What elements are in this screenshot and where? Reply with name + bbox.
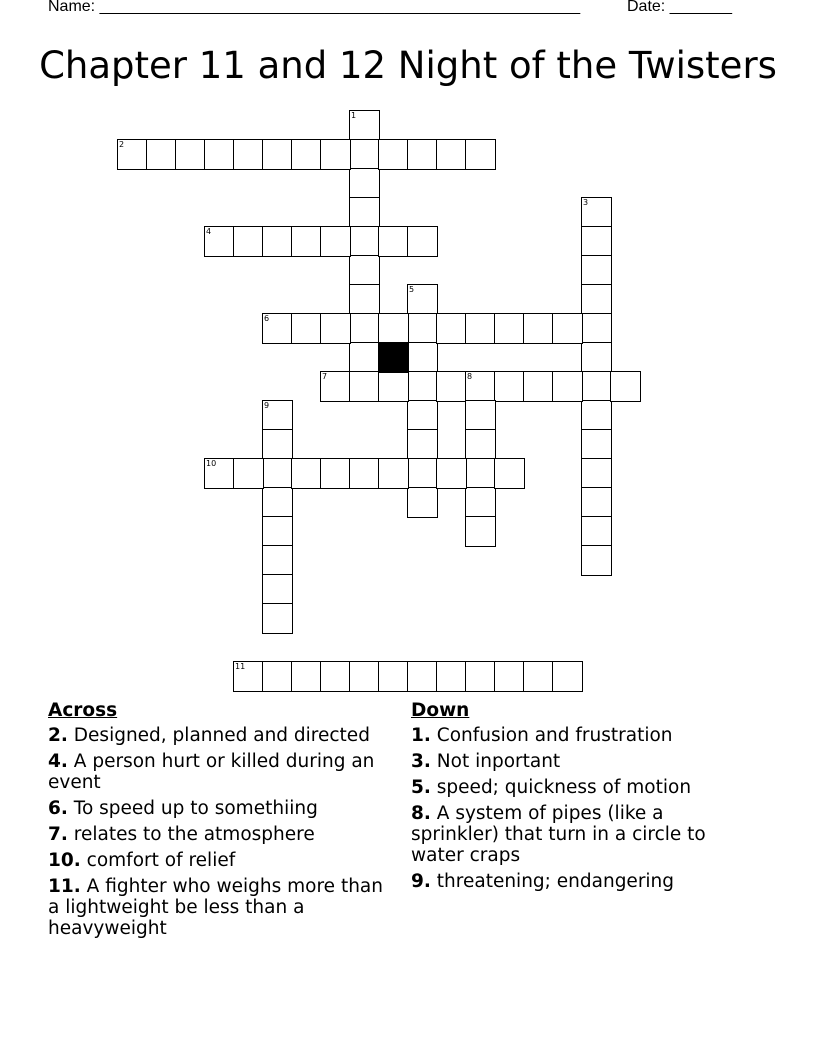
crossword-cell[interactable] [523, 661, 554, 692]
crossword-cell[interactable] [349, 197, 380, 228]
crossword-cell[interactable] [349, 371, 380, 402]
crossword-cell[interactable] [262, 661, 293, 692]
crossword-cell[interactable] [581, 487, 612, 518]
crossword-cell[interactable] [581, 255, 612, 286]
crossword-cell[interactable] [117, 139, 148, 170]
crossword-cell[interactable] [320, 313, 351, 344]
crossword-cell[interactable] [407, 400, 438, 431]
crossword-cell[interactable] [465, 429, 496, 460]
crossword-cell[interactable] [581, 342, 612, 373]
clue-number: 5 [409, 285, 415, 294]
clue-number: 10 [206, 459, 217, 468]
down-clue: 8. A system of pipes (like a sprinkler) that turn in a circle to water craps [411, 803, 706, 866]
crossword-cell[interactable] [291, 313, 322, 344]
crossword-cell[interactable] [465, 139, 496, 170]
puzzle-title: Chapter 11 and 12 Night of the Twisters [39, 44, 777, 87]
crossword-cell[interactable] [320, 139, 351, 170]
crossword-cell[interactable] [146, 139, 177, 170]
crossword-cell[interactable] [552, 661, 583, 692]
crossword-cell[interactable] [349, 313, 380, 344]
down-clue: 9. threatening; endangering [411, 871, 675, 892]
crossword-cell[interactable] [581, 458, 612, 489]
crossword-cell[interactable] [552, 313, 583, 344]
crossword-cell[interactable] [349, 168, 380, 199]
crossword-cell[interactable] [233, 139, 264, 170]
crossword-cell[interactable] [465, 661, 496, 692]
clue-number: 9 [264, 401, 270, 410]
crossword-cell[interactable] [233, 226, 264, 257]
crossword-cell[interactable] [349, 139, 380, 170]
crossword-cell[interactable] [262, 139, 293, 170]
crossword-cell[interactable] [494, 661, 525, 692]
crossword-cell[interactable] [436, 458, 467, 489]
black-square [378, 342, 409, 373]
crossword-cell[interactable] [407, 342, 438, 373]
across-clue: 6. To speed up to somethiing [48, 798, 318, 819]
crossword-cell[interactable] [436, 661, 467, 692]
crossword-cell[interactable] [581, 516, 612, 547]
crossword-cell[interactable] [320, 371, 351, 402]
across-clue: 7. relates to the atmosphere [48, 824, 315, 845]
crossword-cell[interactable] [494, 371, 525, 402]
crossword-cell[interactable] [407, 313, 438, 344]
clue-number: 4 [206, 227, 212, 236]
clue-number: 11 [235, 662, 246, 671]
across-clue: 10. comfort of relief [48, 850, 236, 871]
crossword-cell[interactable] [262, 487, 293, 518]
crossword-cell[interactable] [320, 226, 351, 257]
clue-number: 3 [583, 198, 589, 207]
crossword-cell[interactable] [407, 139, 438, 170]
crossword-cell[interactable] [204, 226, 235, 257]
crossword-cell[interactable] [349, 458, 380, 489]
down-clues [411, 700, 741, 897]
crossword-cell[interactable] [552, 371, 583, 402]
clue-number: 6 [264, 314, 270, 323]
across-clue: 2. Designed, planned and directed [48, 725, 370, 746]
crossword-cell[interactable] [378, 313, 409, 344]
crossword-cell[interactable] [291, 226, 322, 257]
name-field-label: Name: ______________________________________________________ [48, 0, 581, 15]
down-clue: 5. speed; quickness of motion [411, 777, 692, 798]
clue-number: 8 [467, 372, 473, 381]
crossword-cell[interactable] [378, 371, 409, 402]
crossword-cell[interactable] [436, 313, 467, 344]
crossword-cell[interactable] [407, 429, 438, 460]
crossword-cell[interactable] [320, 661, 351, 692]
crossword-cell[interactable] [262, 400, 293, 431]
crossword-cell[interactable] [262, 516, 293, 547]
crossword-cell[interactable] [494, 458, 525, 489]
crossword-cell[interactable] [436, 371, 467, 402]
across-clues [48, 700, 398, 944]
crossword-cell[interactable] [581, 429, 612, 460]
crossword-cell[interactable] [349, 661, 380, 692]
crossword-cell[interactable] [262, 545, 293, 576]
crossword-cell[interactable] [378, 661, 409, 692]
crossword-cell[interactable] [262, 226, 293, 257]
clue-number: 7 [322, 372, 328, 381]
crossword-cell[interactable] [262, 458, 293, 489]
crossword-cell[interactable] [262, 574, 293, 605]
crossword-cell[interactable] [378, 139, 409, 170]
crossword-cell[interactable] [465, 487, 496, 518]
crossword-cell[interactable] [291, 661, 322, 692]
crossword-cell[interactable] [349, 255, 380, 286]
crossword-cell[interactable] [233, 661, 264, 692]
crossword-cell[interactable] [581, 371, 612, 402]
crossword-cell[interactable] [523, 313, 554, 344]
crossword-cell[interactable] [320, 458, 351, 489]
crossword-cell[interactable] [523, 371, 554, 402]
crossword-cell[interactable] [581, 284, 612, 315]
crossword-cell[interactable] [349, 226, 380, 257]
crossword-cell[interactable] [610, 371, 641, 402]
across-clue: 11. A fighter who weighs more than a lightweight be less than a heavyweight [48, 876, 383, 939]
crossword-cell[interactable] [291, 139, 322, 170]
crossword-cell[interactable] [407, 458, 438, 489]
crossword-cell[interactable] [465, 458, 496, 489]
crossword-cell[interactable] [262, 603, 293, 634]
crossword-cell[interactable] [175, 139, 206, 170]
crossword-cell[interactable] [262, 429, 293, 460]
crossword-cell[interactable] [494, 313, 525, 344]
crossword-cell[interactable] [291, 458, 322, 489]
crossword-cell[interactable] [204, 139, 235, 170]
crossword-cell[interactable] [407, 661, 438, 692]
date-field-label: Date: _______ [627, 0, 732, 15]
crossword-cell[interactable] [349, 110, 380, 141]
crossword-cell[interactable] [407, 226, 438, 257]
crossword-cell[interactable] [436, 139, 467, 170]
crossword-cell[interactable] [581, 197, 612, 228]
down-clue: 3. Not inportant [411, 751, 561, 772]
crossword-cell[interactable] [204, 458, 235, 489]
crossword-cell[interactable] [465, 313, 496, 344]
crossword-cell[interactable] [581, 226, 612, 257]
clue-number: 1 [351, 111, 357, 120]
crossword-cell[interactable] [581, 545, 612, 576]
crossword-cell[interactable] [407, 371, 438, 402]
clue-number: 2 [119, 140, 125, 149]
across-clue: 4. A person hurt or killed during an event [48, 751, 375, 793]
crossword-cell[interactable] [465, 371, 496, 402]
crossword-cell[interactable] [407, 487, 438, 518]
crossword-cell[interactable] [262, 313, 293, 344]
down-heading: Down [411, 700, 470, 721]
crossword-cell[interactable] [465, 516, 496, 547]
crossword-cell[interactable] [407, 284, 438, 315]
crossword-cell[interactable] [378, 226, 409, 257]
down-clue: 1. Confusion and frustration [411, 725, 673, 746]
crossword-cell[interactable] [581, 313, 612, 344]
crossword-cell[interactable] [465, 400, 496, 431]
crossword-cell[interactable] [581, 400, 612, 431]
crossword-cell[interactable] [233, 458, 264, 489]
across-heading: Across [48, 700, 118, 721]
crossword-cell[interactable] [378, 458, 409, 489]
crossword-cell[interactable] [349, 342, 380, 373]
crossword-cell[interactable] [349, 284, 380, 315]
